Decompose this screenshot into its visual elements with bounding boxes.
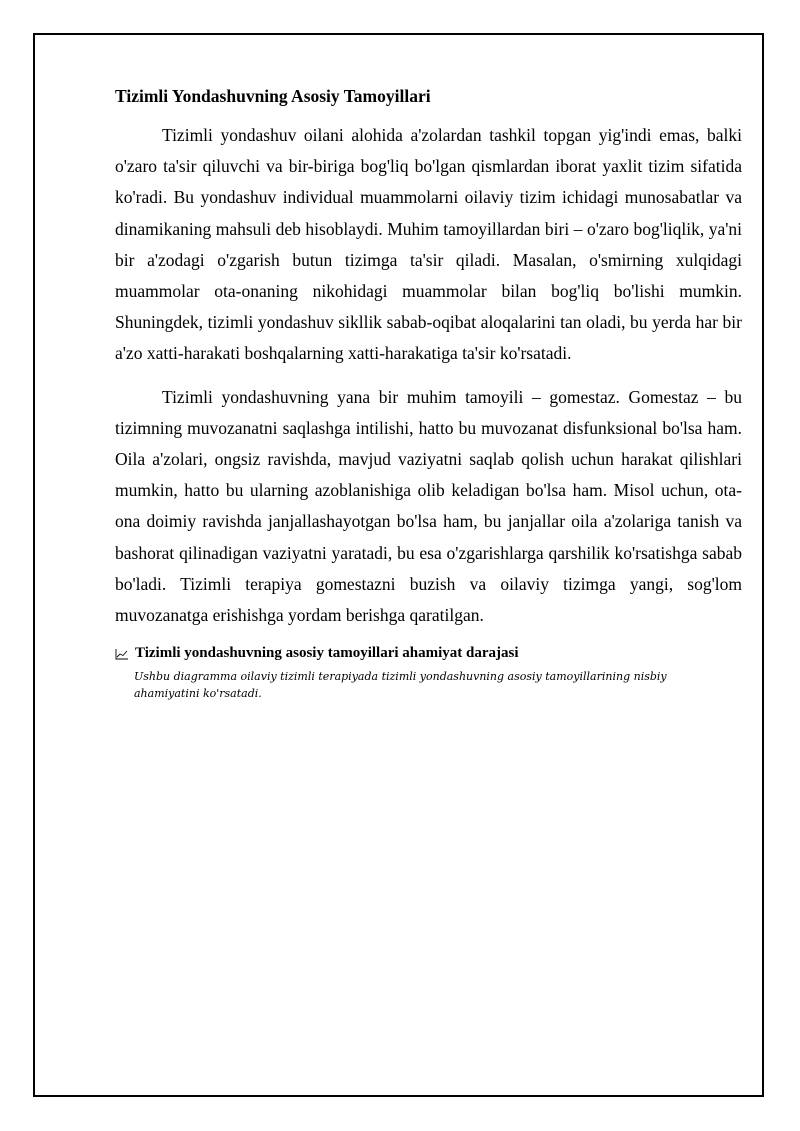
- chart-title-row: [115, 645, 742, 662]
- document-body: [115, 84, 742, 702]
- chart-title: Tizimli yondashuvning asosiy tamoyillari ahamiyat darajasi: [135, 645, 519, 662]
- chart-line-icon: [115, 648, 129, 660]
- paragraph-2: Tizimli yondashuvning yana bir muhim tamoyili – gomestaz. Gomestaz – bu tizimning muvozanatni saqlashga intilishi, hatto bu muvozanat disfunksional bo'lsa ham. Oila a'zolari, ongsiz ravishda, mavjud vaziyatni saqlab qolish uchun harakat qilishlari mumkin, hatto bu ularning azoblanishiga olib keladigan bo'lsa ham. Misol uchun, ota-ona doimiy ravishda janjallashayotgan bo'lsa ham, bu janjallar oila a'zolariga tanish va bashorat qilinadigan vaziyatni yaratadi, bu esa o'zgarishlarga qarshilik ko'rsatishga sabab bo'ladi. Tizimli terapiya gomestazni buzish va oilaviy tizimga yangi, sog'lom muvozanatga erishishga yordam berishga qaratilgan.: [115, 386, 742, 626]
- chart-caption: Ushbu diagramma oilaviy tizimli terapiyada tizimli yondashuvning asosiy tamoyillarining nisbiy ahamiyatini ko'rsatadi.: [134, 670, 667, 701]
- paragraph-1: Tizimli yondashuv oilani alohida a'zolardan tashkil topgan yig'indi emas, balki o'zaro ta'sir qiluvchi va bir-biriga bog'liq bo'lgan qismlardan iborat yaxlit tizim sifatida ko'radi. Bu yondashuv individual muammolarni oilaviy tizim ichidagi munosabatlar va dinamikaning mahsuli deb hisoblaydi. Muhim tamoyillardan biri – o'zaro bog'liqlik, ya'ni bir a'zodagi o'zgarish butun tizimga ta'sir qiladi. Masalan, o'smirning xulqidagi muammolar ota-onaning nikohidagi muammolar bilan bog'liq bo'lishi mumkin. Shuningdek, tizimli yondashuv sikllik sabab-oqibat aloqalarini tan oladi, bu yerda har bir a'zo xatti-harakati boshqalarning xatti-harakatiga ta'sir ko'rsatadi.: [115, 125, 742, 364]
- section-heading: Tizimli Yondashuvning Asosiy Tamoyillari: [115, 86, 431, 106]
